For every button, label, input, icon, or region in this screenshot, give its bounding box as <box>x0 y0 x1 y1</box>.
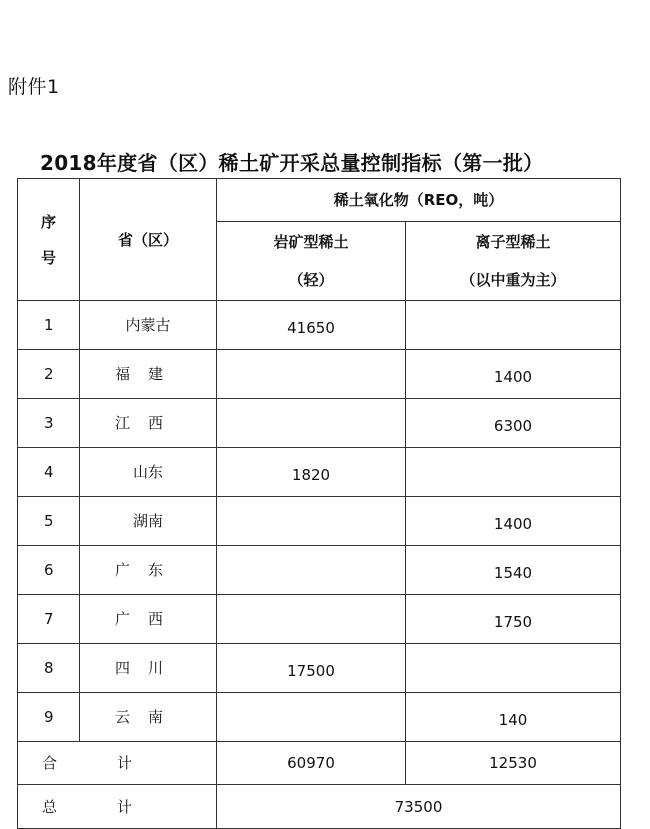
row-ion <box>406 448 621 497</box>
header-seq <box>18 179 80 301</box>
row-seq: 7 <box>18 595 80 644</box>
row-province: 内蒙古 <box>80 301 217 350</box>
row-province: 江西 <box>80 399 217 448</box>
total-row <box>18 785 621 829</box>
row-rock: 1820 <box>217 448 406 497</box>
quota-table <box>17 178 621 829</box>
row-ion: 6300 <box>406 399 621 448</box>
row-province: 山东 <box>80 448 217 497</box>
row-rock <box>217 546 406 595</box>
table-row <box>18 350 621 399</box>
row-rock <box>217 693 406 742</box>
row-seq: 3 <box>18 399 80 448</box>
table-row <box>18 497 621 546</box>
header-row-1 <box>18 179 621 222</box>
row-ion: 1750 <box>406 595 621 644</box>
row-seq: 6 <box>18 546 80 595</box>
subtotal-row <box>18 742 621 785</box>
row-ion: 1400 <box>406 350 621 399</box>
row-seq: 1 <box>18 301 80 350</box>
row-seq: 8 <box>18 644 80 693</box>
row-ion <box>406 644 621 693</box>
header-seq-line2: 号 <box>40 248 56 267</box>
subtotal-ion: 12530 <box>406 742 621 785</box>
row-province: 云南 <box>80 693 217 742</box>
table-row <box>18 595 621 644</box>
row-seq: 4 <box>18 448 80 497</box>
document-title: 2018年度省（区）稀土矿开采总量控制指标（第一批） <box>40 151 544 175</box>
row-rock: 41650 <box>217 301 406 350</box>
subtotal-label: 合计 <box>18 742 217 785</box>
header-rock <box>217 222 406 301</box>
header-reo: 稀土氧化物（REO，吨） <box>217 179 621 222</box>
header-rock-line1: 岩矿型稀土 <box>273 233 349 251</box>
row-province: 四川 <box>80 644 217 693</box>
attachment-label: 附件1 <box>8 76 60 98</box>
header-rock-line2: （轻） <box>288 271 334 289</box>
table-row <box>18 301 621 350</box>
row-ion: 140 <box>406 693 621 742</box>
header-ion-line2: （以中重为主） <box>460 271 566 289</box>
row-province: 广东 <box>80 546 217 595</box>
header-ion <box>406 222 621 301</box>
row-province: 福建 <box>80 350 217 399</box>
table-row <box>18 644 621 693</box>
row-province: 湖南 <box>80 497 217 546</box>
table-row <box>18 693 621 742</box>
header-ion-line1: 离子型稀土 <box>475 233 551 251</box>
header-province: 省（区） <box>80 179 217 301</box>
table-row <box>18 399 621 448</box>
row-rock <box>217 399 406 448</box>
row-ion <box>406 301 621 350</box>
row-rock <box>217 497 406 546</box>
row-seq: 5 <box>18 497 80 546</box>
row-rock <box>217 350 406 399</box>
row-province: 广西 <box>80 595 217 644</box>
row-rock <box>217 595 406 644</box>
subtotal-rock: 60970 <box>217 742 406 785</box>
total-label: 总计 <box>18 785 217 829</box>
row-ion: 1400 <box>406 497 621 546</box>
header-seq-line1: 序 <box>40 212 56 231</box>
table-row <box>18 546 621 595</box>
total-value: 73500 <box>217 785 621 829</box>
row-ion: 1540 <box>406 546 621 595</box>
table-row <box>18 448 621 497</box>
row-rock: 17500 <box>217 644 406 693</box>
row-seq: 9 <box>18 693 80 742</box>
row-seq: 2 <box>18 350 80 399</box>
